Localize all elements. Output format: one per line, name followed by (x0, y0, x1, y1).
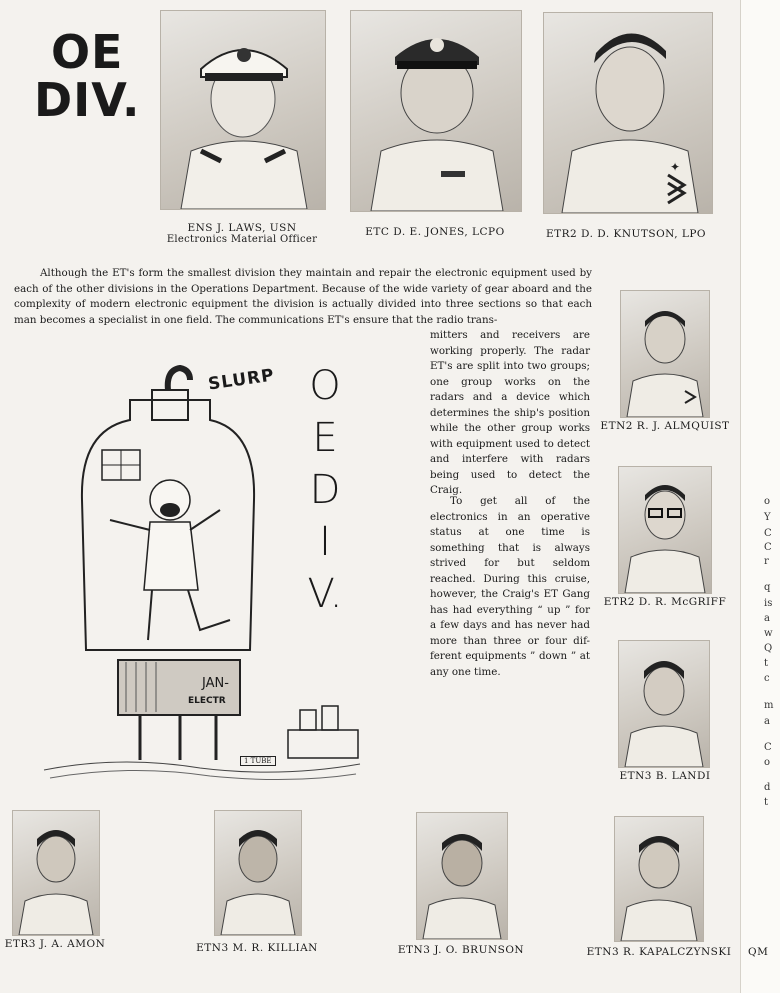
portrait-photo-jones (350, 10, 522, 212)
vertical-letter: V. (307, 571, 343, 617)
vertical-letter: D (309, 467, 341, 513)
edge-letter: c (764, 673, 770, 684)
body-column-paragraph-2: To get all of the electronics in an operative status at one time is something that is always strived for but seldom reached. During this cruise, however, the Craig's ET Gang has had everything “ up ” for a few days and has never had more than three or four dif-ferent equipments ” down ” at any one time. (430, 495, 590, 678)
edge-letter: r (764, 556, 769, 567)
portrait-illustration (351, 11, 521, 211)
intro-paragraph: Although the ET's form the smallest division they maintain and repair the electronic equipment used by each of the other divisions in the Operations Department. Because of the wide variety of gear aboard and the complexity of modern electronic equipment the division is actually divided into three sections so that each man becomes a specialist in one field. The communications ET's ensure that the radio trans- (14, 267, 592, 326)
cartoon-tube-label-2: ELECTR (188, 696, 226, 706)
portrait-illustration (619, 467, 711, 593)
edge-letter: C (764, 742, 772, 753)
partial-caption-next-page: QM (748, 946, 769, 958)
edge-letter: o (764, 757, 771, 768)
member-caption-brunson: ETN3 J. O. BRUNSON (397, 944, 525, 956)
member-caption-mcgriff: ETR2 D. R. McGRIFF (603, 596, 727, 608)
member-photo-brunson (416, 812, 508, 940)
member-photo-killian (214, 810, 302, 936)
title-line-1: OE (50, 25, 124, 79)
officer-caption-jones: ETC D. E. JONES, LCPO (365, 226, 505, 238)
vertical-letter: O (309, 363, 341, 409)
vertical-letter: I (319, 519, 331, 565)
member-caption-killian: ETN3 M. R. KILLIAN (196, 942, 318, 954)
member-caption-amon: ETR3 J. A. AMON (4, 938, 106, 950)
edge-letter: Y (764, 512, 771, 523)
edge-letter: a (764, 716, 770, 727)
edge-letter: q (764, 582, 771, 593)
portrait-illustration (417, 813, 507, 939)
member-photo-amon (12, 810, 100, 936)
member-photo-landi (618, 640, 710, 768)
portrait-illustration (544, 13, 712, 213)
portrait-illustration (13, 811, 99, 935)
title-line-2: DIV. (34, 73, 141, 127)
edge-letter: d (764, 782, 771, 793)
portrait-illustration (619, 641, 709, 767)
cartoon-vertical-lettering (295, 360, 355, 660)
member-caption-almquist: ETN2 R. J. ALMQUIST (600, 420, 730, 432)
officer-name: ENS J. LAWS, USN (187, 222, 297, 234)
adjacent-page-edge (740, 0, 780, 993)
vertical-letter: E (312, 415, 338, 461)
officer-caption-laws (160, 222, 324, 245)
cartoon-tube-label: JAN- (202, 676, 229, 691)
edge-letter: m (764, 700, 774, 711)
edge-letter: o (764, 496, 771, 507)
edge-letter: C (764, 542, 772, 553)
portrait-illustration (621, 291, 709, 417)
member-photo-kapalczynski (614, 816, 704, 942)
edge-letter: Q (764, 643, 773, 654)
member-photo-almquist (620, 290, 710, 418)
member-caption-landi: ETN3 B. LANDI (619, 770, 711, 782)
portrait-illustration (215, 811, 301, 935)
portrait-photo-laws (160, 10, 326, 210)
edge-letter: is (764, 598, 773, 609)
edge-letter: a (764, 613, 770, 624)
cartoon-slurp-text: SLURP (206, 365, 276, 395)
portrait-illustration (615, 817, 703, 941)
edge-letter: C (764, 528, 772, 539)
officer-caption-knutson: ETR2 D. D. KNUTSON, LPO (545, 228, 707, 240)
edge-letter: t (764, 797, 769, 808)
edge-letter: w (764, 628, 773, 639)
body-column-paragraph-1: mitters and receivers are working properly. The radar ET's are split into two groups; one group works on the radars and a device which determines the ship's position while the other group works with equipment used to detect and interfere with radars being used to detect the Craig. (430, 329, 590, 496)
member-caption-kapalczynski: ETN3 R. KAPALCZYNSKI (586, 946, 732, 958)
page-title (34, 25, 141, 127)
svg-text:✦: ✦ (670, 160, 681, 174)
edge-letter: t (764, 658, 769, 669)
officer-title: Electronics Material Officer (166, 234, 318, 245)
cartoon-tag: 1 TUBE (240, 756, 276, 766)
member-photo-mcgriff (618, 466, 712, 594)
portrait-photo-knutson (543, 12, 713, 214)
portrait-illustration (161, 11, 325, 209)
